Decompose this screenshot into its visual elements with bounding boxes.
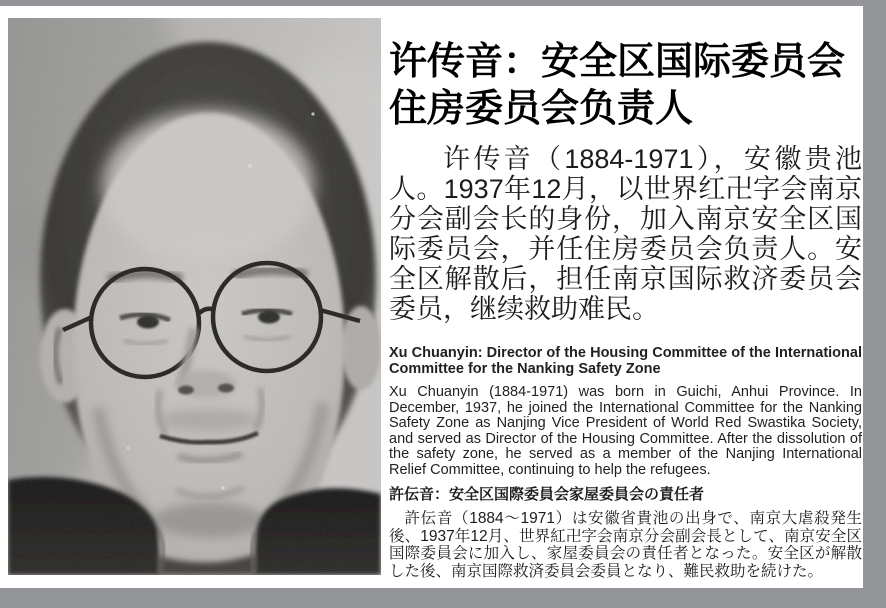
english-heading: Xu Chuanyin: Director of the Housing Committee of the International Committee for the Nanking Safety Zone — [389, 345, 862, 377]
chinese-title-line1: 许传音：安全区国际委员会 — [389, 41, 846, 83]
japanese-body: 許伝音（1884～1971）は安徽省貴池の出身で、南京大虐殺発生後、1937年12月、世界紅卍字会南京分会副会長として、南京安全区国際委員会に加入し、家屋委員会の責任者となった。安全区が解散した後、南京国際救済委員会委員となり、難民救助を続けた。 — [389, 510, 862, 580]
english-body: Xu Chuanyin (1884-1971) was born in Guichi, Anhui Province. In December, 1937, he joined the International Committee for the Nanking Safety Zone as Nanjing Vice President of World Red Swastika Society, and served as Director of the Housing Committee. After the dissolution of the safety zone, he served as a member of the Nanjing International Relief Committee, continuing to help the refugees. — [389, 384, 862, 478]
chinese-title — [389, 39, 862, 133]
chinese-title-line2: 住房委员会负责人 — [389, 88, 694, 130]
exhibit-page — [0, 6, 863, 588]
text-column — [389, 6, 862, 588]
japanese-heading: 許伝音：安全区国際委員会家屋委員会の責任者 — [389, 486, 705, 503]
portrait-photo-graphic — [8, 18, 381, 575]
chinese-body: 许传音（1884-1971），安徽贵池人。1937年12月，以世界红卍字会南京分会副会长的身份，加入南京安全区国际委员会，并任住房委员会负责人。安全区解散后，担任南京国际救济委员会委员，继续救助难民。 — [389, 144, 862, 324]
portrait-photo — [8, 18, 381, 575]
